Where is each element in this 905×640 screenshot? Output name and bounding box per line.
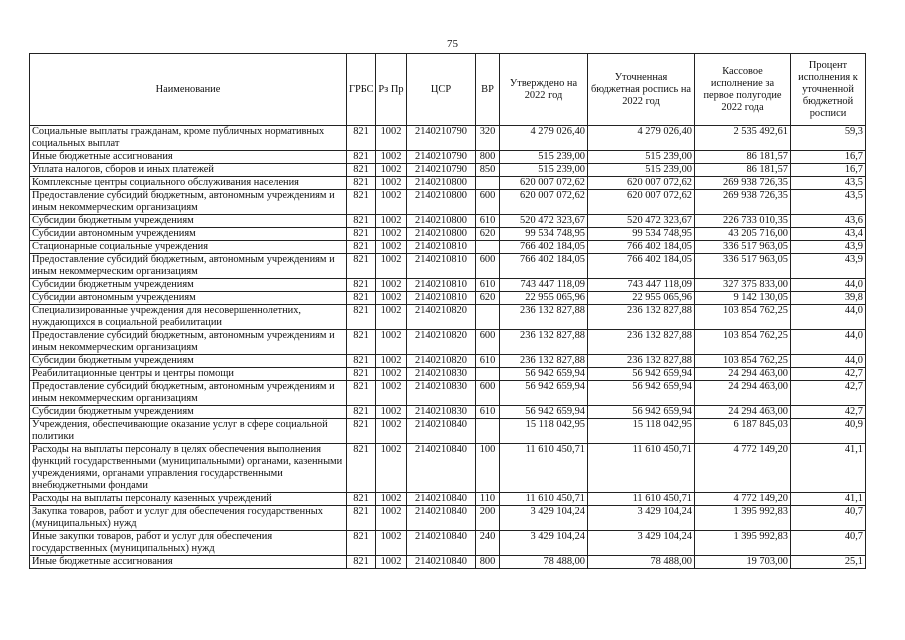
cell-name: Иные бюджетные ассигнования — [30, 556, 347, 569]
cell-csr: 2140210800 — [407, 177, 476, 190]
cell-revised: 3 429 104,24 — [588, 531, 695, 556]
cell-approved: 236 132 827,88 — [500, 355, 588, 368]
table-row — [30, 292, 866, 305]
cell-rzpr: 1002 — [376, 419, 407, 444]
cell-grbs: 821 — [347, 190, 376, 215]
cell-vr — [476, 305, 500, 330]
cell-cash: 103 854 762,25 — [695, 355, 791, 368]
cell-rzpr: 1002 — [376, 190, 407, 215]
cell-grbs: 821 — [347, 381, 376, 406]
table-header — [30, 54, 866, 126]
table-row — [30, 190, 866, 215]
cell-approved: 15 118 042,95 — [500, 419, 588, 444]
cell-grbs: 821 — [347, 493, 376, 506]
cell-grbs: 821 — [347, 406, 376, 419]
cell-percent: 42,7 — [791, 406, 866, 419]
table-row — [30, 506, 866, 531]
cell-revised: 99 534 748,95 — [588, 228, 695, 241]
header-revised: Уточненная бюджетная роспись на 2022 год — [588, 54, 695, 126]
cell-cash: 24 294 463,00 — [695, 381, 791, 406]
cell-name: Предоставление субсидий бюджетным, автономным учреждениям и иным некоммерческим организациям — [30, 254, 347, 279]
budget-table — [29, 53, 866, 569]
cell-approved: 236 132 827,88 — [500, 305, 588, 330]
table-row — [30, 381, 866, 406]
cell-revised: 3 429 104,24 — [588, 506, 695, 531]
cell-percent: 43,5 — [791, 190, 866, 215]
cell-name: Уплата налогов, сборов и иных платежей — [30, 164, 347, 177]
table-row — [30, 556, 866, 569]
cell-approved: 11 610 450,71 — [500, 493, 588, 506]
cell-cash: 6 187 845,03 — [695, 419, 791, 444]
cell-cash: 2 535 492,61 — [695, 126, 791, 151]
cell-name: Субсидии бюджетным учреждениям — [30, 406, 347, 419]
cell-revised: 11 610 450,71 — [588, 444, 695, 493]
cell-revised: 56 942 659,94 — [588, 406, 695, 419]
cell-vr: 100 — [476, 444, 500, 493]
cell-name: Расходы на выплаты персоналу казенных учреждений — [30, 493, 347, 506]
header-cash: Кассовое исполнение за первое полугодие 2022 года — [695, 54, 791, 126]
cell-revised: 766 402 184,05 — [588, 254, 695, 279]
table-row — [30, 177, 866, 190]
cell-csr: 2140210830 — [407, 406, 476, 419]
cell-approved: 3 429 104,24 — [500, 531, 588, 556]
cell-percent: 25,1 — [791, 556, 866, 569]
cell-vr: 800 — [476, 151, 500, 164]
cell-percent: 44,0 — [791, 355, 866, 368]
cell-grbs: 821 — [347, 241, 376, 254]
cell-csr: 2140210790 — [407, 164, 476, 177]
table-row — [30, 355, 866, 368]
cell-percent: 42,7 — [791, 368, 866, 381]
table-row — [30, 305, 866, 330]
cell-rzpr: 1002 — [376, 305, 407, 330]
cell-revised: 236 132 827,88 — [588, 330, 695, 355]
cell-vr: 320 — [476, 126, 500, 151]
cell-cash: 336 517 963,05 — [695, 241, 791, 254]
header-rzpr: Рз Пр — [376, 54, 407, 126]
table-row — [30, 493, 866, 506]
cell-rzpr: 1002 — [376, 381, 407, 406]
table-row — [30, 164, 866, 177]
cell-rzpr: 1002 — [376, 151, 407, 164]
cell-csr: 2140210790 — [407, 126, 476, 151]
table-row — [30, 254, 866, 279]
cell-rzpr: 1002 — [376, 228, 407, 241]
cell-revised: 15 118 042,95 — [588, 419, 695, 444]
cell-rzpr: 1002 — [376, 531, 407, 556]
cell-name: Субсидии автономным учреждениям — [30, 228, 347, 241]
cell-grbs: 821 — [347, 419, 376, 444]
cell-name: Стационарные социальные учреждения — [30, 241, 347, 254]
table-row — [30, 419, 866, 444]
cell-cash: 4 772 149,20 — [695, 493, 791, 506]
header-percent: Процент исполнения к уточненной бюджетной росписи — [791, 54, 866, 126]
cell-vr: 610 — [476, 355, 500, 368]
cell-name: Субсидии бюджетным учреждениям — [30, 215, 347, 228]
cell-grbs: 821 — [347, 254, 376, 279]
cell-percent: 43,5 — [791, 177, 866, 190]
cell-csr: 2140210840 — [407, 556, 476, 569]
cell-revised: 620 007 072,62 — [588, 190, 695, 215]
cell-approved: 515 239,00 — [500, 164, 588, 177]
cell-rzpr: 1002 — [376, 368, 407, 381]
cell-csr: 2140210840 — [407, 531, 476, 556]
cell-csr: 2140210840 — [407, 444, 476, 493]
cell-revised: 515 239,00 — [588, 164, 695, 177]
cell-rzpr: 1002 — [376, 444, 407, 493]
cell-revised: 78 488,00 — [588, 556, 695, 569]
cell-rzpr: 1002 — [376, 556, 407, 569]
cell-percent: 40,9 — [791, 419, 866, 444]
cell-grbs: 821 — [347, 444, 376, 493]
cell-percent: 43,9 — [791, 254, 866, 279]
cell-csr: 2140210840 — [407, 493, 476, 506]
cell-csr: 2140210830 — [407, 368, 476, 381]
cell-percent: 43,6 — [791, 215, 866, 228]
table-row — [30, 215, 866, 228]
cell-approved: 99 534 748,95 — [500, 228, 588, 241]
cell-csr: 2140210800 — [407, 215, 476, 228]
cell-revised: 22 955 065,96 — [588, 292, 695, 305]
cell-vr — [476, 177, 500, 190]
cell-cash: 327 375 833,00 — [695, 279, 791, 292]
table-body — [30, 126, 866, 569]
cell-cash: 24 294 463,00 — [695, 406, 791, 419]
cell-cash: 336 517 963,05 — [695, 254, 791, 279]
cell-cash: 1 395 992,83 — [695, 531, 791, 556]
cell-approved: 766 402 184,05 — [500, 241, 588, 254]
cell-grbs: 821 — [347, 506, 376, 531]
cell-vr: 110 — [476, 493, 500, 506]
cell-revised: 620 007 072,62 — [588, 177, 695, 190]
table-row — [30, 330, 866, 355]
cell-rzpr: 1002 — [376, 241, 407, 254]
cell-cash: 103 854 762,25 — [695, 305, 791, 330]
cell-name: Расходы на выплаты персоналу в целях обеспечения выполнения функций государственными (муниципальными) органами, казенными учреждениями, органами управления государственными внебюджетными фондами — [30, 444, 347, 493]
header-vr: ВР — [476, 54, 500, 126]
cell-revised: 56 942 659,94 — [588, 368, 695, 381]
cell-revised: 236 132 827,88 — [588, 355, 695, 368]
cell-revised: 520 472 323,67 — [588, 215, 695, 228]
cell-approved: 743 447 118,09 — [500, 279, 588, 292]
cell-csr: 2140210790 — [407, 151, 476, 164]
cell-cash: 226 733 010,35 — [695, 215, 791, 228]
table-row — [30, 368, 866, 381]
cell-vr: 800 — [476, 556, 500, 569]
table-row — [30, 406, 866, 419]
cell-percent: 44,0 — [791, 330, 866, 355]
cell-vr — [476, 368, 500, 381]
header-grbs: ГРБС — [347, 54, 376, 126]
cell-vr: 850 — [476, 164, 500, 177]
cell-cash: 269 938 726,35 — [695, 177, 791, 190]
cell-percent: 42,7 — [791, 381, 866, 406]
cell-vr: 600 — [476, 254, 500, 279]
cell-percent: 40,7 — [791, 531, 866, 556]
cell-cash: 4 772 149,20 — [695, 444, 791, 493]
cell-grbs: 821 — [347, 531, 376, 556]
cell-cash: 9 142 130,05 — [695, 292, 791, 305]
cell-name: Субсидии бюджетным учреждениям — [30, 279, 347, 292]
cell-grbs: 821 — [347, 228, 376, 241]
cell-grbs: 821 — [347, 556, 376, 569]
cell-vr: 600 — [476, 330, 500, 355]
cell-revised: 11 610 450,71 — [588, 493, 695, 506]
cell-csr: 2140210820 — [407, 305, 476, 330]
cell-vr: 610 — [476, 215, 500, 228]
cell-vr: 610 — [476, 406, 500, 419]
cell-cash: 1 395 992,83 — [695, 506, 791, 531]
cell-revised: 766 402 184,05 — [588, 241, 695, 254]
cell-csr: 2140210830 — [407, 381, 476, 406]
cell-vr: 620 — [476, 292, 500, 305]
cell-approved: 56 942 659,94 — [500, 368, 588, 381]
cell-rzpr: 1002 — [376, 177, 407, 190]
cell-grbs: 821 — [347, 177, 376, 190]
cell-cash: 19 703,00 — [695, 556, 791, 569]
cell-rzpr: 1002 — [376, 406, 407, 419]
cell-percent: 43,4 — [791, 228, 866, 241]
cell-grbs: 821 — [347, 330, 376, 355]
cell-name: Учреждения, обеспечивающие оказание услуг в сфере социальной политики — [30, 419, 347, 444]
cell-csr: 2140210810 — [407, 254, 476, 279]
cell-cash: 43 205 716,00 — [695, 228, 791, 241]
table-row — [30, 228, 866, 241]
cell-vr: 240 — [476, 531, 500, 556]
cell-vr: 200 — [476, 506, 500, 531]
cell-rzpr: 1002 — [376, 215, 407, 228]
cell-grbs: 821 — [347, 368, 376, 381]
cell-approved: 236 132 827,88 — [500, 330, 588, 355]
cell-name: Закупка товаров, работ и услуг для обеспечения государственных (муниципальных) нужд — [30, 506, 347, 531]
cell-approved: 766 402 184,05 — [500, 254, 588, 279]
cell-rzpr: 1002 — [376, 254, 407, 279]
cell-revised: 515 239,00 — [588, 151, 695, 164]
cell-percent: 43,9 — [791, 241, 866, 254]
cell-approved: 3 429 104,24 — [500, 506, 588, 531]
cell-approved: 520 472 323,67 — [500, 215, 588, 228]
cell-csr: 2140210820 — [407, 355, 476, 368]
cell-grbs: 821 — [347, 151, 376, 164]
cell-rzpr: 1002 — [376, 493, 407, 506]
cell-approved: 620 007 072,62 — [500, 190, 588, 215]
cell-csr: 2140210810 — [407, 292, 476, 305]
table-row — [30, 279, 866, 292]
cell-percent: 16,7 — [791, 164, 866, 177]
cell-csr: 2140210800 — [407, 190, 476, 215]
cell-vr — [476, 241, 500, 254]
cell-name: Комплексные центры социального обслуживания населения — [30, 177, 347, 190]
cell-percent: 41,1 — [791, 493, 866, 506]
cell-approved: 11 610 450,71 — [500, 444, 588, 493]
cell-vr: 610 — [476, 279, 500, 292]
cell-name: Предоставление субсидий бюджетным, автономным учреждениям и иным некоммерческим организациям — [30, 190, 347, 215]
cell-approved: 78 488,00 — [500, 556, 588, 569]
cell-percent: 44,0 — [791, 305, 866, 330]
cell-grbs: 821 — [347, 305, 376, 330]
table-row — [30, 531, 866, 556]
cell-grbs: 821 — [347, 292, 376, 305]
table-row — [30, 151, 866, 164]
cell-vr: 600 — [476, 381, 500, 406]
cell-rzpr: 1002 — [376, 279, 407, 292]
cell-grbs: 821 — [347, 164, 376, 177]
cell-percent: 44,0 — [791, 279, 866, 292]
cell-vr: 620 — [476, 228, 500, 241]
cell-grbs: 821 — [347, 355, 376, 368]
cell-revised: 236 132 827,88 — [588, 305, 695, 330]
cell-vr: 600 — [476, 190, 500, 215]
cell-approved: 56 942 659,94 — [500, 381, 588, 406]
cell-percent: 59,3 — [791, 126, 866, 151]
table-row — [30, 444, 866, 493]
cell-approved: 620 007 072,62 — [500, 177, 588, 190]
cell-revised: 56 942 659,94 — [588, 381, 695, 406]
cell-cash: 86 181,57 — [695, 164, 791, 177]
header-approved: Утверждено на 2022 год — [500, 54, 588, 126]
cell-approved: 4 279 026,40 — [500, 126, 588, 151]
cell-name: Субсидии бюджетным учреждениям — [30, 355, 347, 368]
cell-rzpr: 1002 — [376, 292, 407, 305]
cell-vr — [476, 419, 500, 444]
cell-name: Иные бюджетные ассигнования — [30, 151, 347, 164]
cell-revised: 743 447 118,09 — [588, 279, 695, 292]
cell-approved: 515 239,00 — [500, 151, 588, 164]
cell-percent: 39,8 — [791, 292, 866, 305]
cell-csr: 2140210840 — [407, 506, 476, 531]
cell-csr: 2140210810 — [407, 241, 476, 254]
cell-csr: 2140210800 — [407, 228, 476, 241]
cell-rzpr: 1002 — [376, 330, 407, 355]
cell-name: Предоставление субсидий бюджетным, автономным учреждениям и иным некоммерческим организациям — [30, 381, 347, 406]
cell-approved: 22 955 065,96 — [500, 292, 588, 305]
cell-rzpr: 1002 — [376, 355, 407, 368]
cell-revised: 4 279 026,40 — [588, 126, 695, 151]
cell-csr: 2140210810 — [407, 279, 476, 292]
cell-csr: 2140210820 — [407, 330, 476, 355]
cell-name: Специализированные учреждения для несовершеннолетних, нуждающихся в социальной реабилитации — [30, 305, 347, 330]
cell-grbs: 821 — [347, 279, 376, 292]
cell-approved: 56 942 659,94 — [500, 406, 588, 419]
cell-name: Реабилитационные центры и центры помощи — [30, 368, 347, 381]
cell-cash: 86 181,57 — [695, 151, 791, 164]
cell-percent: 41,1 — [791, 444, 866, 493]
cell-cash: 269 938 726,35 — [695, 190, 791, 215]
cell-name: Субсидии автономным учреждениям — [30, 292, 347, 305]
table-row — [30, 241, 866, 254]
cell-grbs: 821 — [347, 126, 376, 151]
cell-rzpr: 1002 — [376, 126, 407, 151]
cell-cash: 24 294 463,00 — [695, 368, 791, 381]
cell-csr: 2140210840 — [407, 419, 476, 444]
header-name: Наименование — [30, 54, 347, 126]
cell-cash: 103 854 762,25 — [695, 330, 791, 355]
cell-name: Социальные выплаты гражданам, кроме публичных нормативных социальных выплат — [30, 126, 347, 151]
cell-name: Предоставление субсидий бюджетным, автономным учреждениям и иным некоммерческим организациям — [30, 330, 347, 355]
cell-rzpr: 1002 — [376, 506, 407, 531]
cell-percent: 40,7 — [791, 506, 866, 531]
header-csr: ЦСР — [407, 54, 476, 126]
page-number: 75 — [447, 38, 458, 50]
cell-rzpr: 1002 — [376, 164, 407, 177]
cell-grbs: 821 — [347, 215, 376, 228]
cell-name: Иные закупки товаров, работ и услуг для обеспечения государственных (муниципальных) нужд — [30, 531, 347, 556]
table-row — [30, 126, 866, 151]
cell-percent: 16,7 — [791, 151, 866, 164]
